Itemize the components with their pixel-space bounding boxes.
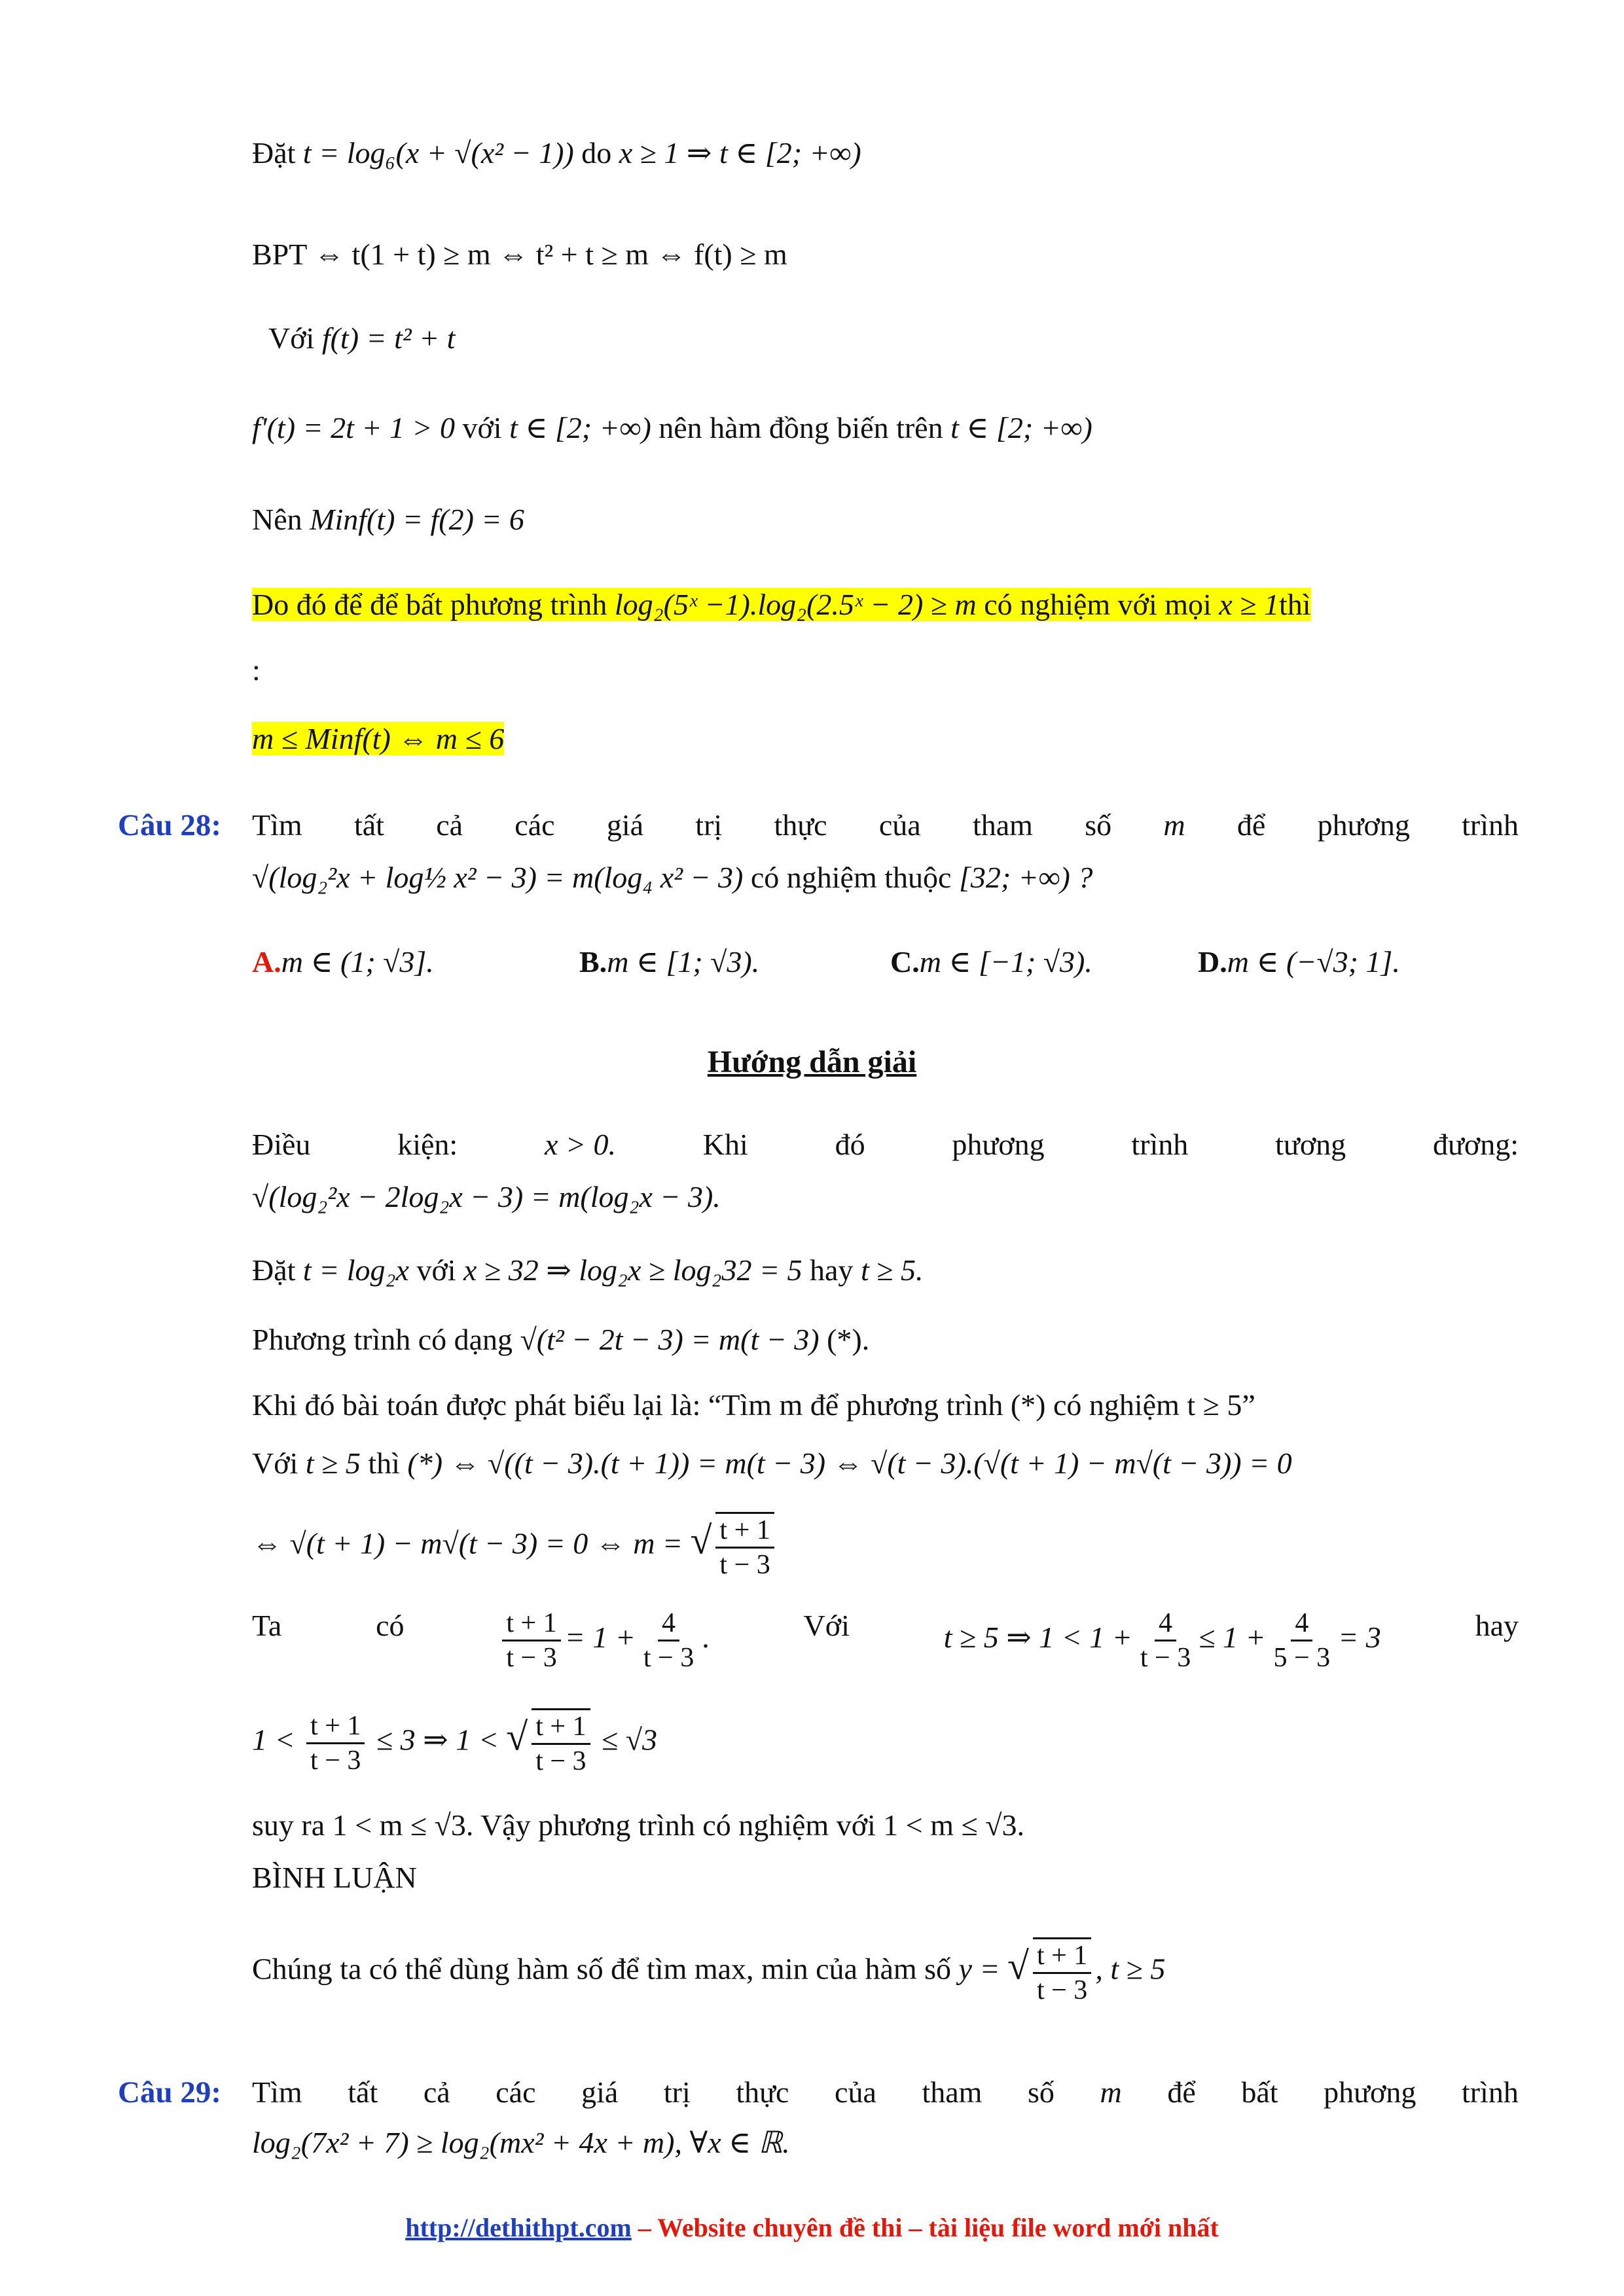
option-text: m ∈ [1; √3). bbox=[607, 945, 760, 978]
q28-stem-line-2 bbox=[252, 859, 1519, 897]
q28-solution-line-5 bbox=[252, 1386, 1519, 1424]
word: của bbox=[835, 2075, 876, 2109]
word: trị bbox=[695, 808, 723, 842]
word: Điều bbox=[252, 1128, 311, 1161]
q28-solution-line-1 bbox=[252, 1126, 1519, 1164]
option-text: m ∈ (−√3; 1]. bbox=[1227, 945, 1400, 978]
text: Do đó để để bất phương trình bbox=[252, 588, 607, 621]
text: Với bbox=[803, 1609, 850, 1642]
word: x > 0. bbox=[545, 1128, 616, 1161]
math: ≤ 3 ⇒ 1 < bbox=[376, 1723, 499, 1757]
math-group: $\frac{t + 1}{t - 3}$ = 1 + $\frac{4}{t - 3}$ . bbox=[498, 1607, 709, 1674]
math: t ∈ [2; +∞) bbox=[950, 411, 1092, 444]
math: [32; +∞) ? bbox=[958, 861, 1093, 894]
math: t ≥ 5. bbox=[860, 1253, 924, 1287]
text: Đặt bbox=[252, 1253, 296, 1287]
word: đó bbox=[835, 1128, 865, 1161]
word: trình bbox=[1462, 808, 1519, 842]
highlighted-conclusion bbox=[252, 586, 1519, 624]
text: Nên bbox=[252, 503, 302, 536]
solution-line-4 bbox=[252, 409, 1519, 447]
math: t ≥ 5 ⇒ 1 < 1 + bbox=[943, 1621, 1132, 1655]
word: giá bbox=[606, 808, 644, 842]
fraction bbox=[1033, 1937, 1091, 2007]
denominator: t − 3 bbox=[1036, 1975, 1088, 2005]
text: hay bbox=[810, 1253, 854, 1287]
fraction bbox=[640, 1607, 698, 1674]
math: x ≥ 1 bbox=[1219, 588, 1279, 621]
word: tất bbox=[348, 2075, 378, 2109]
math: log₂(7x² + 7) ≥ log₂(mx² + 4x + m), ∀x ∈ ℝ. bbox=[252, 2126, 790, 2159]
text: thì bbox=[1278, 588, 1311, 621]
text: hay bbox=[1475, 1609, 1519, 1642]
word: số bbox=[1085, 808, 1112, 842]
solution-line-3 bbox=[268, 319, 1535, 357]
numerator: t + 1 bbox=[532, 1710, 590, 1745]
math: , t ≥ 5 bbox=[1095, 1952, 1166, 1986]
denominator: t − 3 bbox=[1140, 1643, 1191, 1673]
math: t = log₂x bbox=[302, 1253, 409, 1287]
math: log₂(5ˣ −1).log₂(2.5ˣ − 2) ≥ m bbox=[614, 588, 977, 621]
word: trị bbox=[663, 2075, 691, 2109]
text: Phương trình có dạng bbox=[252, 1323, 513, 1356]
highlight-block bbox=[252, 588, 1311, 621]
q28-solution-line-10 bbox=[252, 1806, 1519, 1844]
q28-solution-line-4 bbox=[252, 1321, 1519, 1359]
text: Đặt bbox=[252, 136, 296, 170]
sqrt-sign: √ bbox=[690, 1518, 712, 1562]
math: 1 < bbox=[252, 1723, 295, 1757]
word: kiện: bbox=[397, 1128, 458, 1161]
word: Khi bbox=[702, 1128, 748, 1161]
numerator: 4 bbox=[1291, 1607, 1312, 1641]
sqrt-sign: √ bbox=[506, 1715, 528, 1759]
math: BPT ⇔ t(1 + t) ≥ m ⇔ t² + t ≥ m ⇔ f(t) ≥ m bbox=[252, 238, 787, 271]
word: đương: bbox=[1432, 1128, 1519, 1161]
footer-link[interactable]: http://dethithpt.com bbox=[405, 2213, 632, 2242]
word: thực bbox=[774, 808, 827, 842]
word: để bbox=[1167, 2075, 1196, 2109]
word: cả bbox=[423, 2075, 450, 2109]
math: t ∈ [2; +∞) bbox=[509, 411, 651, 444]
word: phương bbox=[1317, 808, 1410, 842]
text: có bbox=[376, 1609, 405, 1642]
word: tham bbox=[922, 2075, 983, 2109]
word: m bbox=[1100, 2075, 1122, 2109]
math: x ≥ 32 ⇒ log₂x ≥ log₂32 = 5 bbox=[463, 1253, 803, 1287]
math: (*) ⇔ √((t − 3).(t + 1)) = m(t − 3) ⇔ √(t − 3).(√(t + 1) − m√(t − 3)) = 0 bbox=[407, 1446, 1292, 1480]
solution-line-5 bbox=[252, 501, 1519, 539]
colon-line bbox=[252, 651, 1519, 689]
fraction bbox=[1136, 1607, 1195, 1674]
denominator: t − 3 bbox=[535, 1746, 586, 1776]
word: phương bbox=[952, 1128, 1045, 1161]
solution-line-1 bbox=[252, 134, 1519, 172]
math: f'(t) = 2t + 1 > 0 bbox=[252, 411, 455, 444]
guide-title: Hướng dẫn giải bbox=[707, 1045, 917, 1079]
word: trình bbox=[1131, 1128, 1189, 1161]
word: trình bbox=[1461, 2075, 1519, 2109]
q28-solution-line-6 bbox=[252, 1444, 1519, 1482]
text: Với bbox=[268, 321, 315, 355]
option-a[interactable] bbox=[252, 942, 434, 982]
text: suy ra 1 < m ≤ √3. Vậy phương trình có nghiệm với 1 < m ≤ √3. bbox=[252, 1808, 1025, 1842]
word: thực bbox=[736, 2075, 789, 2109]
footer bbox=[0, 2212, 1624, 2243]
fraction bbox=[502, 1607, 560, 1674]
text: với bbox=[462, 411, 502, 444]
word: m bbox=[1163, 808, 1185, 842]
denominator: t − 3 bbox=[310, 1745, 361, 1776]
fraction bbox=[715, 1512, 774, 1581]
math: m ≤ Minf(t) ⇔ m ≤ 6 bbox=[252, 722, 505, 755]
math: ≤ √3 bbox=[602, 1723, 658, 1757]
text: với bbox=[416, 1253, 456, 1287]
word: cả bbox=[436, 808, 463, 842]
denominator: t − 3 bbox=[719, 1550, 770, 1580]
option-text: m ∈ (1; √3]. bbox=[281, 945, 434, 978]
q28-solution-line-8 bbox=[252, 1607, 1519, 1674]
comment-line bbox=[252, 1937, 1519, 2007]
math: √(t² − 2t − 3) = m(t − 3) bbox=[520, 1323, 820, 1356]
q28-solution-line-2 bbox=[252, 1178, 1519, 1216]
footer-text: – Website chuyên đề thi – tài liệu file word mới nhất bbox=[631, 2213, 1219, 2242]
q29-stem-line-1 bbox=[252, 2073, 1519, 2111]
word: số bbox=[1028, 2075, 1055, 2109]
q28-solution-line-3 bbox=[252, 1251, 1519, 1289]
fraction bbox=[306, 1710, 365, 1777]
question-label: Câu 28: bbox=[118, 808, 221, 842]
option-letter: A. bbox=[252, 945, 281, 978]
word: bất bbox=[1241, 2075, 1278, 2109]
text: do bbox=[581, 136, 612, 170]
q28-solution-line-7 bbox=[252, 1512, 1519, 1581]
text: Khi đó bài toán được phát biểu lại là: “Tìm m để phương trình (*) có nghiệm t ≥ 5” bbox=[252, 1388, 1255, 1422]
solution-line-2 bbox=[252, 236, 1519, 274]
numerator: 4 bbox=[1155, 1607, 1176, 1641]
math: √(log₂²x + log½ x² − 3) = m(log₄ x² − 3) bbox=[252, 861, 744, 894]
numerator: t + 1 bbox=[1033, 1939, 1091, 1974]
denominator: 5 − 3 bbox=[1273, 1643, 1331, 1673]
text: Với bbox=[252, 1446, 298, 1480]
word: tương bbox=[1275, 1128, 1346, 1161]
option-c[interactable] bbox=[890, 942, 1092, 982]
fraction bbox=[532, 1708, 590, 1778]
text: Chúng ta có thể dùng hàm số để tìm max, min của hàm số bbox=[252, 1952, 952, 1986]
math: = 3 bbox=[1338, 1621, 1381, 1655]
word: để bbox=[1236, 808, 1266, 842]
question-label: Câu 29: bbox=[118, 2075, 221, 2109]
sqrt-sign: √ bbox=[1007, 1944, 1029, 1988]
text: BÌNH LUẬN bbox=[252, 1861, 417, 1894]
option-letter: D. bbox=[1198, 945, 1227, 978]
math: t ≥ 5 bbox=[305, 1446, 361, 1480]
option-letter: C. bbox=[890, 945, 920, 978]
word: tất bbox=[353, 808, 384, 842]
word: của bbox=[878, 808, 921, 842]
text: : bbox=[252, 653, 261, 687]
text: có nghiệm với mọi bbox=[984, 588, 1212, 621]
word: các bbox=[496, 2075, 536, 2109]
q28-stem-line-1 bbox=[252, 806, 1519, 844]
word: Tìm bbox=[252, 2075, 302, 2109]
math: = 1 + bbox=[564, 1621, 636, 1655]
word: Tìm bbox=[252, 808, 302, 842]
option-letter: B. bbox=[579, 945, 607, 978]
fraction bbox=[1270, 1607, 1335, 1674]
text: thì bbox=[368, 1446, 400, 1480]
text: nên hàm đồng biến trên bbox=[659, 411, 943, 444]
denominator: t − 3 bbox=[506, 1643, 557, 1673]
word: các bbox=[514, 808, 555, 842]
math: √(log₂²x − 2log₂x − 3) = m(log₂x − 3). bbox=[252, 1180, 721, 1213]
numerator: t + 1 bbox=[306, 1710, 365, 1744]
q29-stem-line-2 bbox=[252, 2124, 1519, 2162]
comment-title bbox=[252, 1859, 1519, 1897]
numerator: t + 1 bbox=[715, 1514, 774, 1549]
word: tham bbox=[972, 808, 1033, 842]
math: y = bbox=[958, 1952, 1000, 1986]
numerator: 4 bbox=[658, 1607, 679, 1641]
math: t = log₆(x + √(x² − 1)) bbox=[302, 136, 574, 170]
highlighted-result bbox=[252, 720, 1519, 758]
option-text: m ∈ [−1; √3). bbox=[919, 945, 1092, 978]
numerator: t + 1 bbox=[502, 1607, 560, 1641]
math: ≤ 1 + bbox=[1199, 1621, 1266, 1655]
denominator: t − 3 bbox=[643, 1643, 695, 1673]
math-group bbox=[944, 1607, 1381, 1674]
option-b[interactable] bbox=[579, 942, 759, 982]
q28-solution-line-9 bbox=[252, 1708, 1519, 1778]
math: ⇔ √(t + 1) − m√(t − 3) = 0 ⇔ m = bbox=[252, 1526, 683, 1560]
math: f(t) = t² + t bbox=[321, 321, 456, 355]
text: (*). bbox=[827, 1323, 870, 1356]
option-d[interactable] bbox=[1198, 942, 1400, 982]
text: Ta bbox=[252, 1609, 282, 1642]
math: Minf(t) = f(2) = 6 bbox=[310, 503, 524, 536]
word: phương bbox=[1324, 2075, 1416, 2109]
math: x ≥ 1 ⇒ t ∈ [2; +∞) bbox=[619, 136, 861, 170]
word: giá bbox=[581, 2075, 619, 2109]
text: có nghiệm thuộc bbox=[750, 861, 952, 894]
